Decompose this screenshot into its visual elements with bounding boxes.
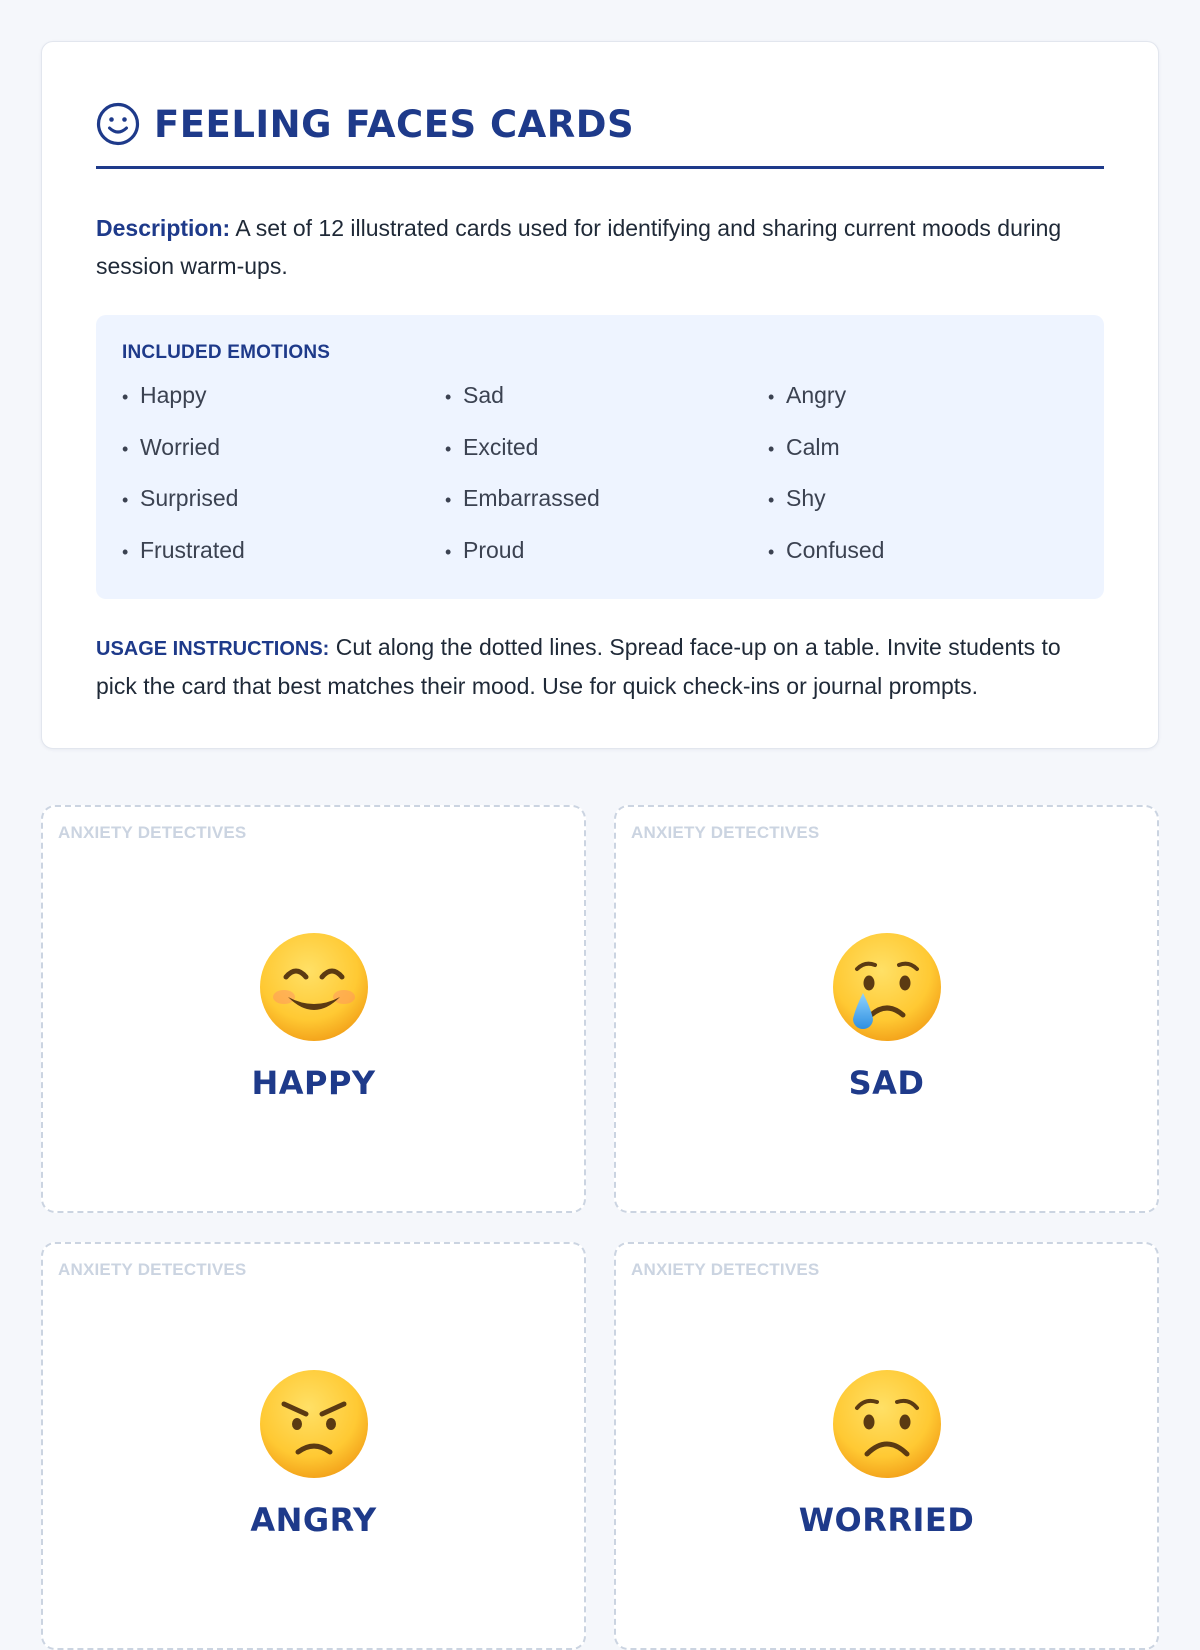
bullet-icon: • xyxy=(445,490,452,510)
card-label: HAPPY xyxy=(251,1064,376,1102)
emotion-item: • Shy xyxy=(768,482,1091,534)
bullet-icon: • xyxy=(122,541,129,562)
description-text: A set of 12 illustrated cards used for identifying and sharing current moods during session warm-ups. xyxy=(96,215,1062,279)
bullet-icon: • xyxy=(445,387,452,407)
usage-instructions-text: Cut along the dotted lines. Spread face-up on a table. Invite students to pick the card that best matches their mood. Use for quick check-ins or journal prompts. xyxy=(96,634,1061,699)
card-label: ANGRY xyxy=(250,1501,377,1539)
bullet-icon: • xyxy=(122,490,129,510)
included-emotions-heading: INCLUDED EMOTIONS xyxy=(122,342,331,363)
emotion-item: • Worried xyxy=(122,431,445,483)
emotion-item: • Angry xyxy=(768,379,1091,431)
card-brand: ANXIETY DETECTIVES xyxy=(631,1260,820,1279)
smiley-icon xyxy=(96,102,140,146)
bullet-icon: • xyxy=(768,387,775,407)
card-brand: ANXIETY DETECTIVES xyxy=(631,823,820,842)
feeling-card-worried xyxy=(614,1242,1159,1650)
emotion-item: • Excited xyxy=(445,431,768,483)
page-title: FEELING FACES CARDS xyxy=(154,102,635,146)
description-label: Description: xyxy=(96,215,231,241)
emotion-item: • Embarrassed xyxy=(445,482,768,534)
feeling-card-sad xyxy=(614,805,1159,1213)
bullet-icon: • xyxy=(122,438,129,459)
usage-instructions-label: USAGE INSTRUCTIONS: xyxy=(96,638,330,660)
card-face xyxy=(43,1368,584,1480)
card-label: SAD xyxy=(848,1064,925,1102)
emotion-item: • Proud xyxy=(445,534,768,586)
emotion-item: • Calm xyxy=(768,431,1091,483)
feeling-card-angry xyxy=(41,1242,586,1650)
bullet-icon: • xyxy=(122,387,129,407)
card-label: WORRIED xyxy=(798,1501,975,1539)
smiling-face-icon xyxy=(258,931,370,1043)
bullet-icon: • xyxy=(768,490,775,510)
emotions-list xyxy=(122,379,1078,585)
feeling-card-happy xyxy=(41,805,586,1213)
description xyxy=(96,209,1104,285)
included-emotions-panel xyxy=(96,315,1104,599)
emotion-item: • Happy xyxy=(122,379,445,431)
usage-instructions xyxy=(96,629,1104,705)
bullet-icon: • xyxy=(768,438,775,459)
info-card xyxy=(41,41,1159,749)
card-face xyxy=(616,931,1157,1043)
title-row xyxy=(96,96,1104,169)
worried-face-icon xyxy=(831,1368,943,1480)
emotion-item: • Confused xyxy=(768,534,1091,586)
crying-face-icon xyxy=(831,931,943,1043)
emotion-item: • Sad xyxy=(445,379,768,431)
card-face xyxy=(43,931,584,1043)
emotion-item: • Frustrated xyxy=(122,534,445,586)
emotion-item: • Surprised xyxy=(122,482,445,534)
bullet-icon: • xyxy=(445,438,452,459)
card-brand: ANXIETY DETECTIVES xyxy=(58,823,247,842)
bullet-icon: • xyxy=(768,541,775,562)
bullet-icon: • xyxy=(445,541,452,562)
card-face xyxy=(616,1368,1157,1480)
angry-face-icon xyxy=(258,1368,370,1480)
card-brand: ANXIETY DETECTIVES xyxy=(58,1260,247,1279)
